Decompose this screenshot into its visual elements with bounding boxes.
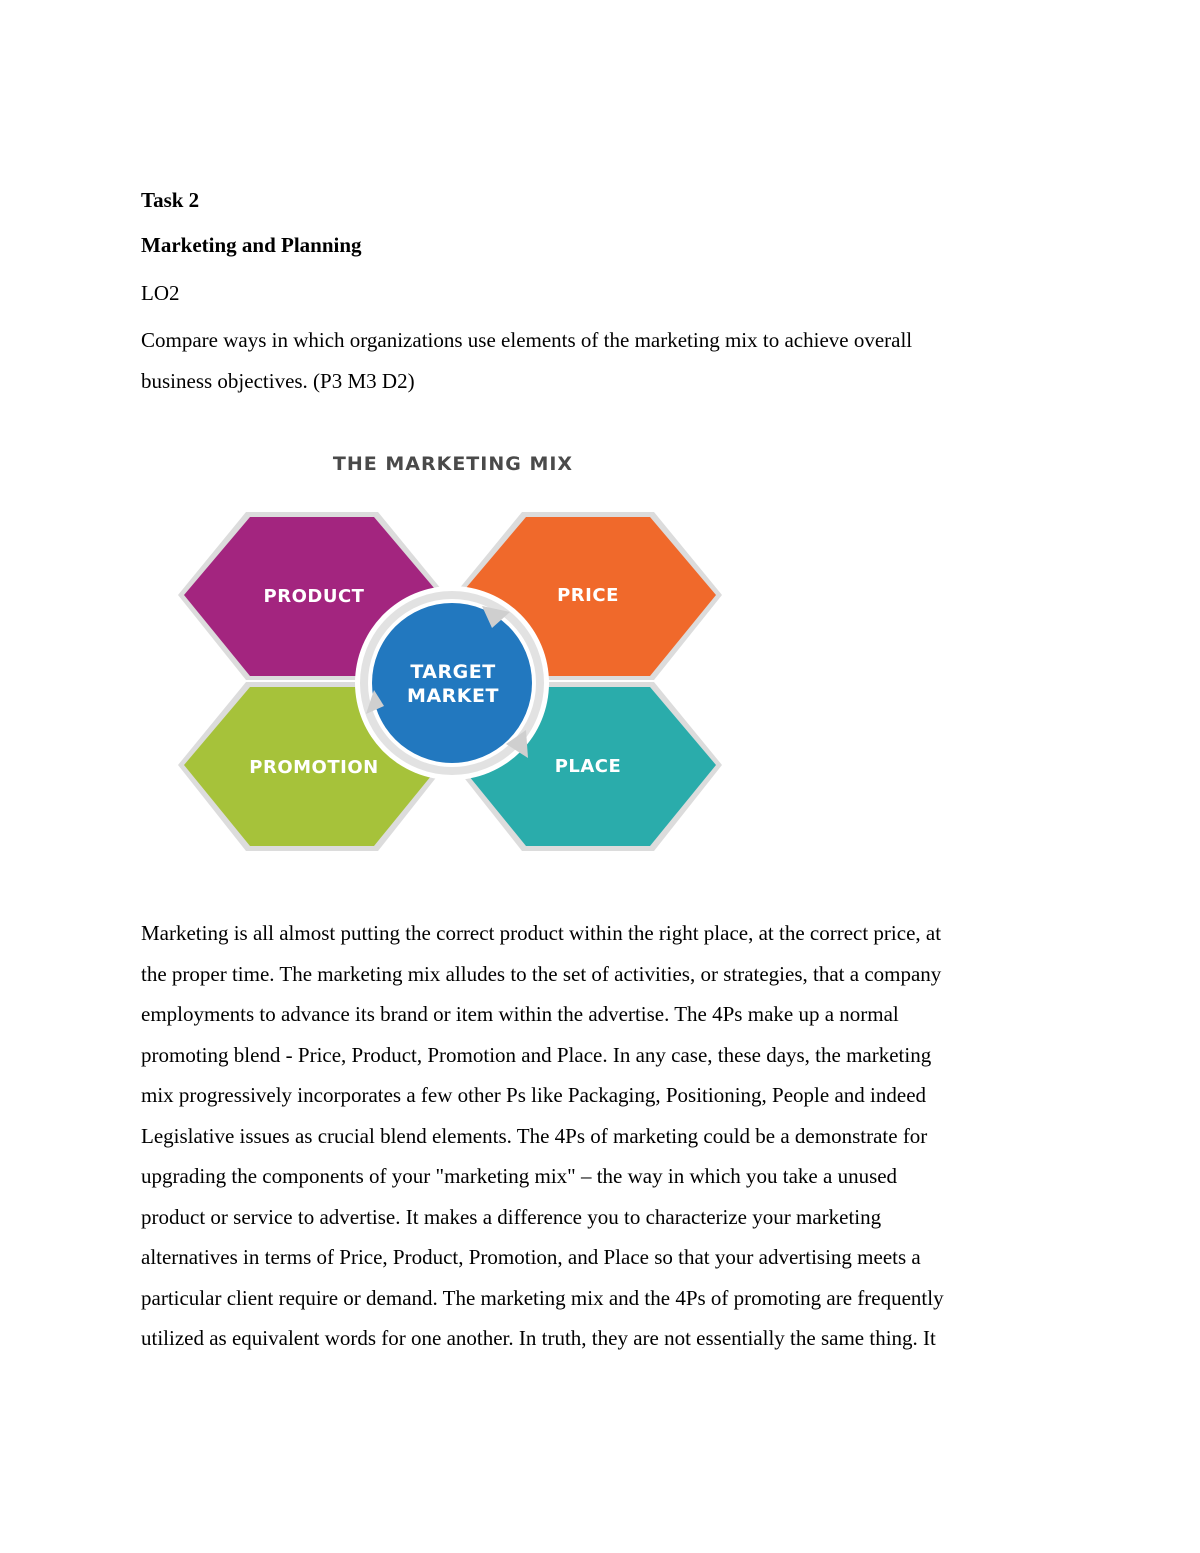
prompt-line: business objectives. (P3 M3 D2) [141, 369, 415, 393]
body-line: mix progressively incorporates a few other Ps like Packaging, Positioning, People and indeed [141, 1083, 927, 1107]
body-line: Marketing is all almost putting the correct product within the right place, at the correct price, at [141, 921, 942, 945]
promotion-label: PROMOTION [249, 757, 379, 778]
market-label: MARKET [407, 685, 499, 707]
body-line: upgrading the components of your "marketing mix" – the way in which you take a unused [141, 1164, 898, 1188]
section-title: Marketing and Planning [141, 233, 362, 257]
learning-outcome: LO2 [141, 281, 180, 305]
body-line: promoting blend - Price, Product, Promotion and Place. In any case, these days, the marketing [141, 1042, 932, 1067]
target-label: TARGET [410, 661, 496, 683]
place-label: PLACE [554, 756, 622, 777]
body-paragraph [141, 913, 1061, 1359]
body-line: the proper time. The marketing mix alludes to the set of activities, or strategies, that a company [141, 961, 942, 986]
target-market-circle [372, 603, 532, 763]
price-label: PRICE [557, 585, 619, 606]
product-label: PRODUCT [263, 586, 365, 607]
body-line: utilized as equivalent words for one another. In truth, they are not essentially the same thing. It [141, 1326, 936, 1350]
prompt-line: Compare ways in which organizations use elements of the marketing mix to achieve overall [141, 328, 913, 352]
body-line: employments to advance its brand or item within the advertise. The 4Ps make up a normal [141, 1002, 899, 1026]
body-line: product or service to advertise. It makes a difference you to characterize your marketing [141, 1204, 882, 1229]
diagram-title: THE MARKETING MIX [332, 453, 574, 475]
body-line: particular client require or demand. The marketing mix and the 4Ps of promoting are frequently [141, 1285, 944, 1310]
marketing-mix-diagram [170, 440, 730, 860]
task-prompt [141, 320, 1041, 402]
task-title: Task 2 [141, 188, 200, 212]
body-line: alternatives in terms of Price, Product, Promotion, and Place so that your advertising meets a [141, 1245, 921, 1269]
body-line: Legislative issues as crucial blend elements. The 4Ps of marketing could be a demonstrate for [141, 1123, 928, 1148]
